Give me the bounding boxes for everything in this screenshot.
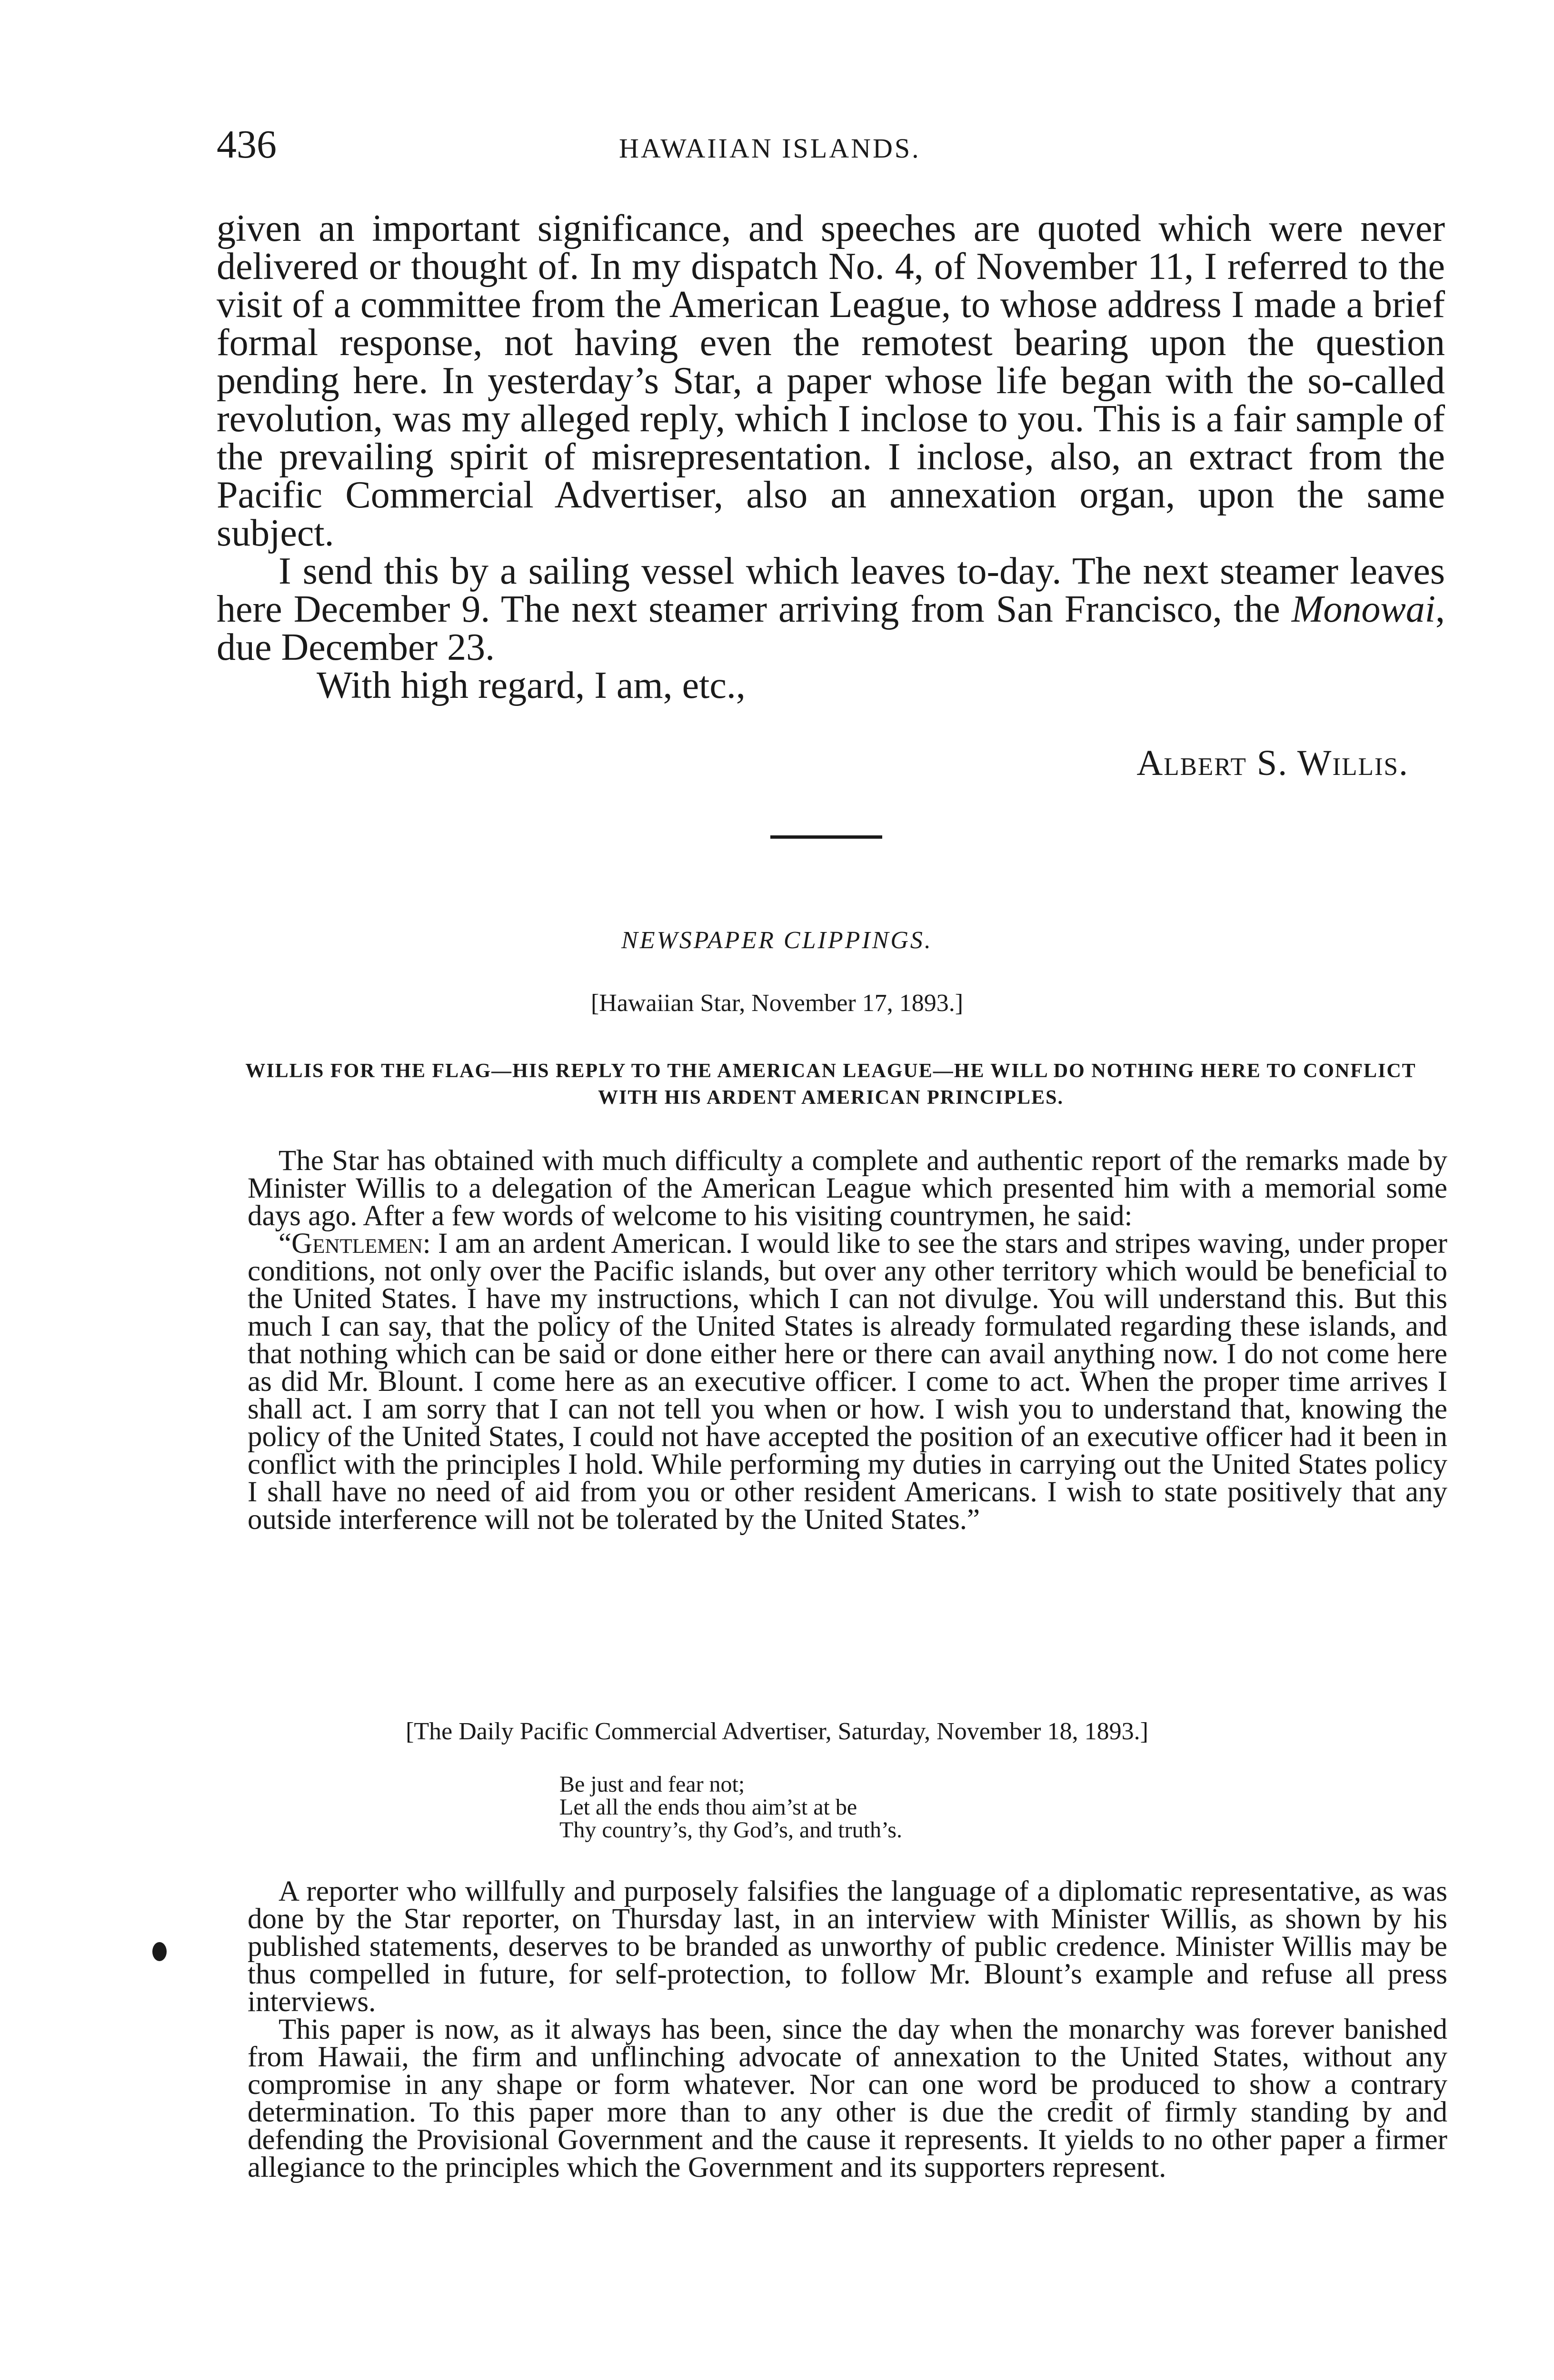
verse-line: Be just and fear not;	[559, 1772, 745, 1797]
letter-body	[217, 209, 1445, 704]
steamer-paragraph	[217, 552, 1445, 666]
advertiser-paragraph: This paper is now, as it always has been, since the day when the monarchy was forever banished from Hawaii, the firm and unflinching advocate of annexation to the United States, without any compromise in any shape or form whatever. Nor can one word be produced to show a contrary determination. To this paper more than to any other is due the credit of firmly standing by and defending the Provisional Government and the cause it represents. It yields to no other paper a firmer allegiance to the principles which the Government and its supporters represent.	[248, 2013, 1447, 2183]
quote-body: I am an ardent American. I would like to see the stars and stripes waving, under proper conditions, not only over the Pacific islands, but over any other territory which would be beneficial to the United States. I have my instructions, which I can not divulge. You will understand this. But this much I can say, that the policy of the United States is already formulated regarding these islands, and that nothing which can be said or done either here or there can avail anything now. I do not come here as did Mr. Blount. I come here as an executive officer. I come to act. When the proper time arrives I shall act. I am sorry that I can not tell you when or how. I wish you to understand that, knowing the policy of the United States, I could not have accepted the position of an executive officer had it been in conflict with the principles I hold. While performing my duties in carrying out the United States policy I shall have no need of aid from you or other resident Americans. I wish to state positively that any outside interference will not be tolerated by the United States.”	[248, 1228, 1447, 1536]
epigraph-verse	[559, 1773, 902, 1842]
steamer-text-before: I send this by a sailing vessel which leaves to-day. The next steamer leaves here December 9. The next steamer arriving from San Francisco, the	[217, 550, 1445, 630]
verse-line: Let all the ends thou aim’st at be	[559, 1795, 857, 1820]
section-divider	[770, 835, 882, 839]
quote-salutation: “Gentlemen:	[279, 1228, 431, 1259]
running-title: HAWAIIAN ISLANDS.	[619, 133, 921, 164]
ship-name: Monowai	[1291, 588, 1435, 630]
letter-paragraph: given an important significance, and speeches are quoted which were never delivered or thought of. In my dispatch No. 4, of November 11, I referred to the visit of a committee from the American League, to whose address I made a brief formal response, not having even the remotest bearing upon the question pending here. In yesterday’s Star, a paper whose life began with the so-called revolution, was my alleged reply, which I inclose to you. This is a fair sample of the prevailing spirit of misrepresentation. I inclose, also, an extract from the Pacific Commercial Advertiser, also an annexation organ, upon the same subject.	[217, 208, 1445, 554]
clipping-headline: WILLIS FOR THE FLAG—HIS REPLY TO THE AMERICAN LEAGUE—HE WILL DO NOTHING HERE TO CONFLICT WITH HIS ARDENT AMERICAN PRINCIPLES.	[245, 1060, 1416, 1109]
section-heading: NEWSPAPER CLIPPINGS.	[621, 927, 933, 954]
clipping-source-advertiser: [The Daily Pacific Commercial Advertiser, Saturday, November 18, 1893.]	[406, 1718, 1148, 1745]
clipping-star-body	[248, 1147, 1447, 1534]
advertiser-paragraph: A reporter who willfully and purposely falsifies the language of a diplomatic representative, as was done by the Star reporter, on Thursday last, in an interview with Minister Willis, as shown by his published statements, deserves to be branded as unworthy of public credence. Minister Willis may be thus compelled in future, for self-protection, to follow Mr. Blount’s example and refuse all press interviews.	[248, 1875, 1447, 2018]
margin-ink-mark	[152, 1942, 167, 1961]
page-number: 436	[217, 122, 277, 167]
clipping-intro: The Star has obtained with much difficulty a complete and authentic report of the remarks made by Minister Willis to a delegation of the American League which presented him with a memorial some days ago. After a few words of welcome to his visiting countrymen, he said:	[248, 1145, 1447, 1232]
willis-quote	[248, 1230, 1447, 1534]
letter-closing: With high regard, I am, etc.,	[317, 664, 746, 706]
signature: Albert S. Willis.	[1136, 743, 1409, 783]
steamer-text-after: , due December 23.	[217, 588, 1445, 668]
clipping-source-hawaiian-star: [Hawaiian Star, November 17, 1893.]	[590, 990, 964, 1017]
clipping-advertiser-body	[248, 1875, 1447, 2183]
verse-line: Thy country’s, thy God’s, and truth’s.	[559, 1817, 902, 1843]
